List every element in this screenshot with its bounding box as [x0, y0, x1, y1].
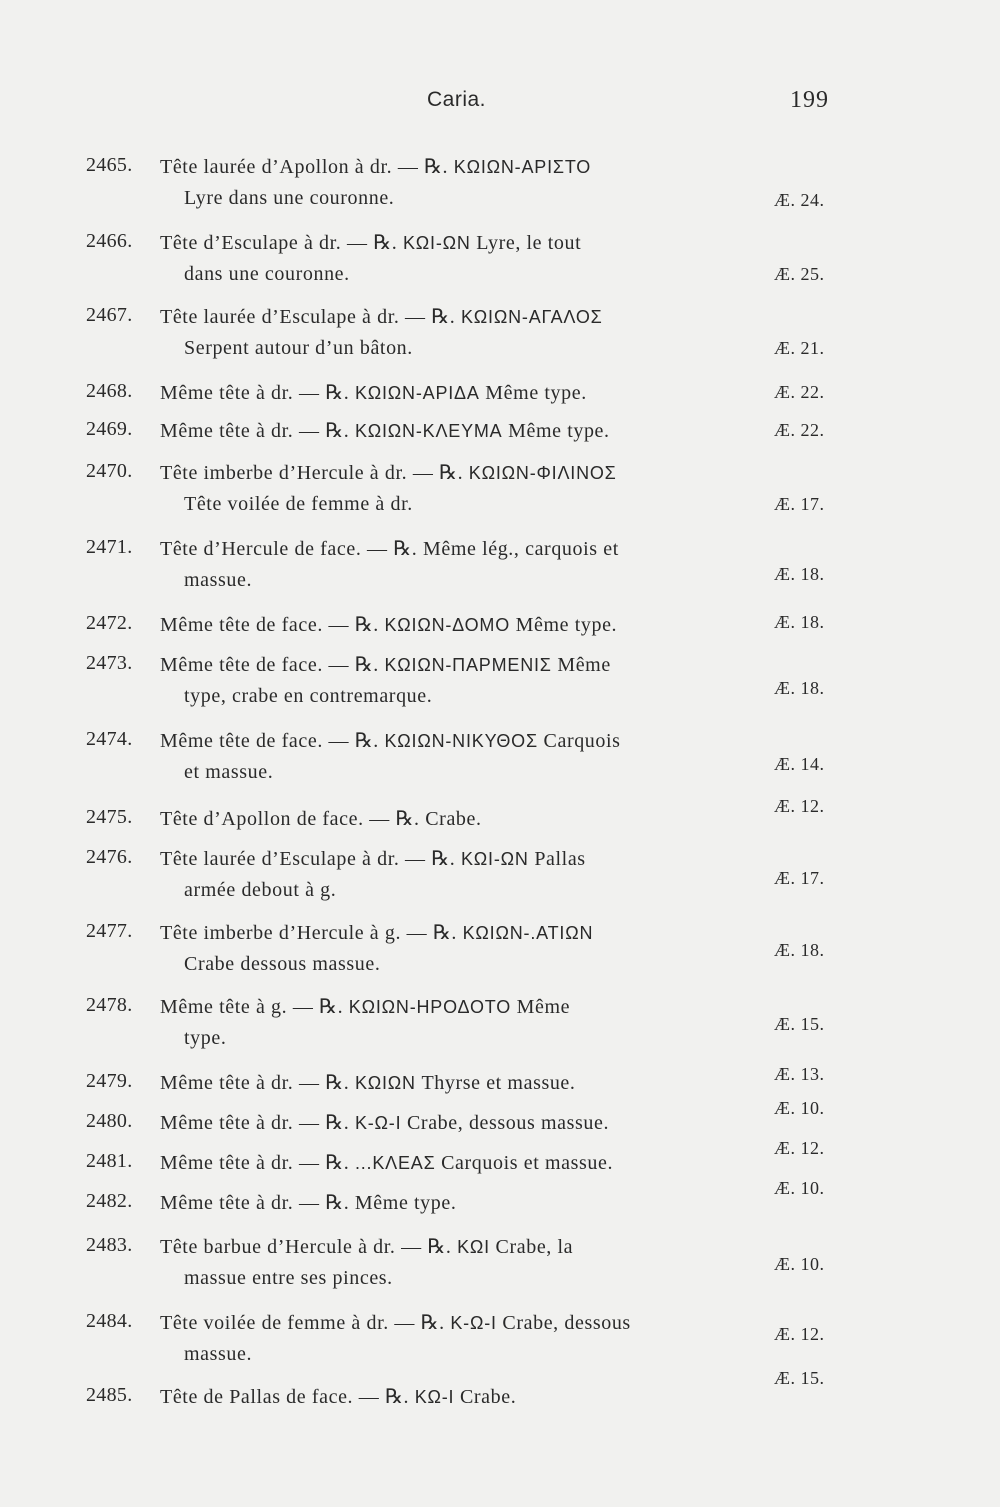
entry-description: Tête voilée de femme à dr. — ℞. Κ-Ω-Ι Crabe, dessous [160, 1312, 631, 1334]
entry-description-continued: Tête voilée de femme à dr. [184, 493, 413, 515]
greek-legend: ...ΚΛΕΑΣ [354, 1153, 436, 1173]
metal-size: Æ. 17. [774, 494, 825, 514]
entry-description-continued: massue entre ses pinces. [184, 1267, 393, 1289]
entry-number: 2474. [86, 728, 133, 750]
greek-legend: ΚΩΙΩΝ-ΑΡΙΣΤΟ [453, 157, 592, 177]
metal-size: Æ. 10. [774, 1254, 825, 1274]
metal-size: Æ. 12. [774, 796, 825, 816]
greek-legend: ΚΩΙΩΝ-ΑΓΑΛΟΣ [461, 307, 603, 327]
metal-size: Æ. 10. [774, 1178, 825, 1198]
entry-description: Tête d’Apollon de face. — ℞. Crabe. [160, 808, 482, 830]
entry-description-continued: Lyre dans une couronne. [184, 187, 395, 209]
entry-number: 2467. [86, 304, 133, 326]
metal-size: Æ. 22. [774, 382, 825, 402]
greek-legend: ΚΩ-Ι [414, 1387, 455, 1407]
entry-number: 2481. [86, 1150, 133, 1172]
entry-description: Tête imberbe d’Hercule à dr. — ℞. ΚΩΙΩΝ-ΦΙΛΙΝΟΣ [160, 462, 617, 484]
metal-size: Æ. 18. [774, 612, 825, 632]
entry-description: Tête laurée d’Esculape à dr. — ℞. ΚΩΙΩΝ-ΑΓΑΛΟΣ [160, 306, 603, 328]
metal-size: Æ. 22. [774, 420, 825, 440]
greek-legend: ΚΩΙΩΝ-ΝΙΚΥΘΟΣ [384, 731, 538, 751]
greek-legend: ΚΩΙΩΝ-ΚΛΕΥΜΑ [354, 421, 503, 441]
entry-description: Tête laurée d’Apollon à dr. — ℞. ΚΩΙΩΝ-ΑΡΙΣΤΟ [160, 156, 592, 178]
entry-number: 2473. [86, 652, 133, 674]
entry-number: 2485. [86, 1384, 133, 1406]
entry-description: Même tête à dr. — ℞. ΚΩΙΩΝ-ΚΛΕΥΜΑ Même type. [160, 420, 610, 442]
entry-description-continued: type, crabe en contremarque. [184, 685, 433, 707]
entry-number: 2472. [86, 612, 133, 634]
greek-legend: Κ-Ω-Ι [354, 1113, 402, 1133]
greek-legend: Κ-Ω-Ι [450, 1313, 497, 1333]
entry-description: Même tête à dr. — ℞. Κ-Ω-Ι Crabe, dessous massue. [160, 1112, 610, 1134]
entry-number: 2484. [86, 1310, 133, 1332]
page-number: 199 [790, 87, 829, 113]
metal-size: Æ. 18. [774, 678, 825, 698]
entry-description: Tête d’Esculape à dr. — ℞. ΚΩΙ-ΩΝ Lyre, le tout [160, 232, 582, 254]
greek-legend: ΚΩΙΩΝ-.ΑΤΙΩΝ [462, 923, 594, 943]
entry-number: 2465. [86, 154, 133, 176]
greek-legend: ΚΩΙ [457, 1237, 490, 1257]
entry-description: Même tête à dr. — ℞. ΚΩΙΩΝ Thyrse et massue. [160, 1072, 576, 1094]
entry-description: Même tête à dr. — ℞. Même type. [160, 1192, 457, 1214]
entry-number: 2470. [86, 460, 133, 482]
entry-number: 2471. [86, 536, 133, 558]
metal-size: Æ. 13. [774, 1064, 825, 1084]
entry-description: Même tête à dr. — ℞. ΚΩΙΩΝ-ΑΡΙΔΑ Même type. [160, 382, 587, 404]
entry-number: 2466. [86, 230, 133, 252]
metal-size: Æ. 18. [774, 940, 825, 960]
entry-description: Tête de Pallas de face. — ℞. ΚΩ-Ι Crabe. [160, 1386, 517, 1408]
greek-legend: ΚΩΙΩΝ-ΔΟΜΟ [384, 615, 511, 635]
greek-legend: ΚΩΙΩΝ-ΑΡΙΔΑ [354, 383, 480, 403]
metal-size: Æ. 24. [774, 190, 825, 210]
greek-legend: ΚΩΙΩΝ [354, 1073, 416, 1093]
metal-size: Æ. 14. [774, 754, 825, 774]
entry-number: 2469. [86, 418, 133, 440]
greek-legend: ΚΩΙΩΝ-ΗΡΟΔΟΤΟ [348, 997, 512, 1017]
metal-size: Æ. 18. [774, 564, 825, 584]
entry-description: Tête barbue d’Hercule à dr. — ℞. ΚΩΙ Crabe, la [160, 1236, 574, 1258]
entry-description: Même tête de face. — ℞. ΚΩΙΩΝ-ΔΟΜΟ Même type. [160, 614, 618, 636]
greek-legend: ΚΩΙΩΝ-ΠΑΡΜΕΝΙΣ [384, 655, 552, 675]
greek-legend: ΚΩΙΩΝ-ΦΙΛΙΝΟΣ [468, 463, 617, 483]
greek-legend: ΚΩΙ-ΩΝ [402, 233, 471, 253]
metal-size: Æ. 25. [774, 264, 825, 284]
entry-description: Même tête de face. — ℞. ΚΩΙΩΝ-ΠΑΡΜΕΝΙΣ Même [160, 654, 611, 676]
page-title: Caria. [427, 88, 487, 111]
entry-description-continued: type. [184, 1027, 227, 1049]
greek-legend: ΚΩΙ-ΩΝ [461, 849, 529, 869]
entry-description: Tête laurée d’Esculape à dr. — ℞. ΚΩΙ-ΩΝ Pallas [160, 848, 586, 870]
entry-description: Même tête à g. — ℞. ΚΩΙΩΝ-ΗΡΟΔΟΤΟ Même [160, 996, 571, 1018]
entry-number: 2480. [86, 1110, 133, 1132]
metal-size: Æ. 15. [774, 1368, 825, 1388]
metal-size: Æ. 12. [774, 1324, 825, 1344]
entry-number: 2479. [86, 1070, 133, 1092]
entry-number: 2477. [86, 920, 133, 942]
entry-description-continued: massue. [184, 1343, 253, 1365]
entry-number: 2468. [86, 380, 133, 402]
entry-description-continued: et massue. [184, 761, 274, 783]
entry-description: Tête d’Hercule de face. — ℞. Même lég., carquois et [160, 538, 619, 560]
metal-size: Æ. 15. [774, 1014, 825, 1034]
entry-description-continued: Serpent autour d’un bâton. [184, 337, 413, 359]
entry-description-continued: armée debout à g. [184, 879, 337, 901]
entry-number: 2483. [86, 1234, 133, 1256]
entry-number: 2475. [86, 806, 133, 828]
metal-size: Æ. 17. [774, 868, 825, 888]
entry-number: 2482. [86, 1190, 133, 1212]
entry-number: 2476. [86, 846, 133, 868]
entry-description: Même tête à dr. — ℞. ...ΚΛΕΑΣ Carquois et massue. [160, 1152, 614, 1174]
entry-description: Même tête de face. — ℞. ΚΩΙΩΝ-ΝΙΚΥΘΟΣ Carquois [160, 730, 621, 752]
entry-description-continued: Crabe dessous massue. [184, 953, 381, 975]
entry-number: 2478. [86, 994, 133, 1016]
entry-description-continued: massue. [184, 569, 253, 591]
entry-description: Tête imberbe d’Hercule à g. — ℞. ΚΩΙΩΝ-.ΑΤΙΩΝ [160, 922, 594, 944]
metal-size: Æ. 21. [774, 338, 825, 358]
entry-description-continued: dans une couronne. [184, 263, 350, 285]
metal-size: Æ. 12. [774, 1138, 825, 1158]
metal-size: Æ. 10. [774, 1098, 825, 1118]
